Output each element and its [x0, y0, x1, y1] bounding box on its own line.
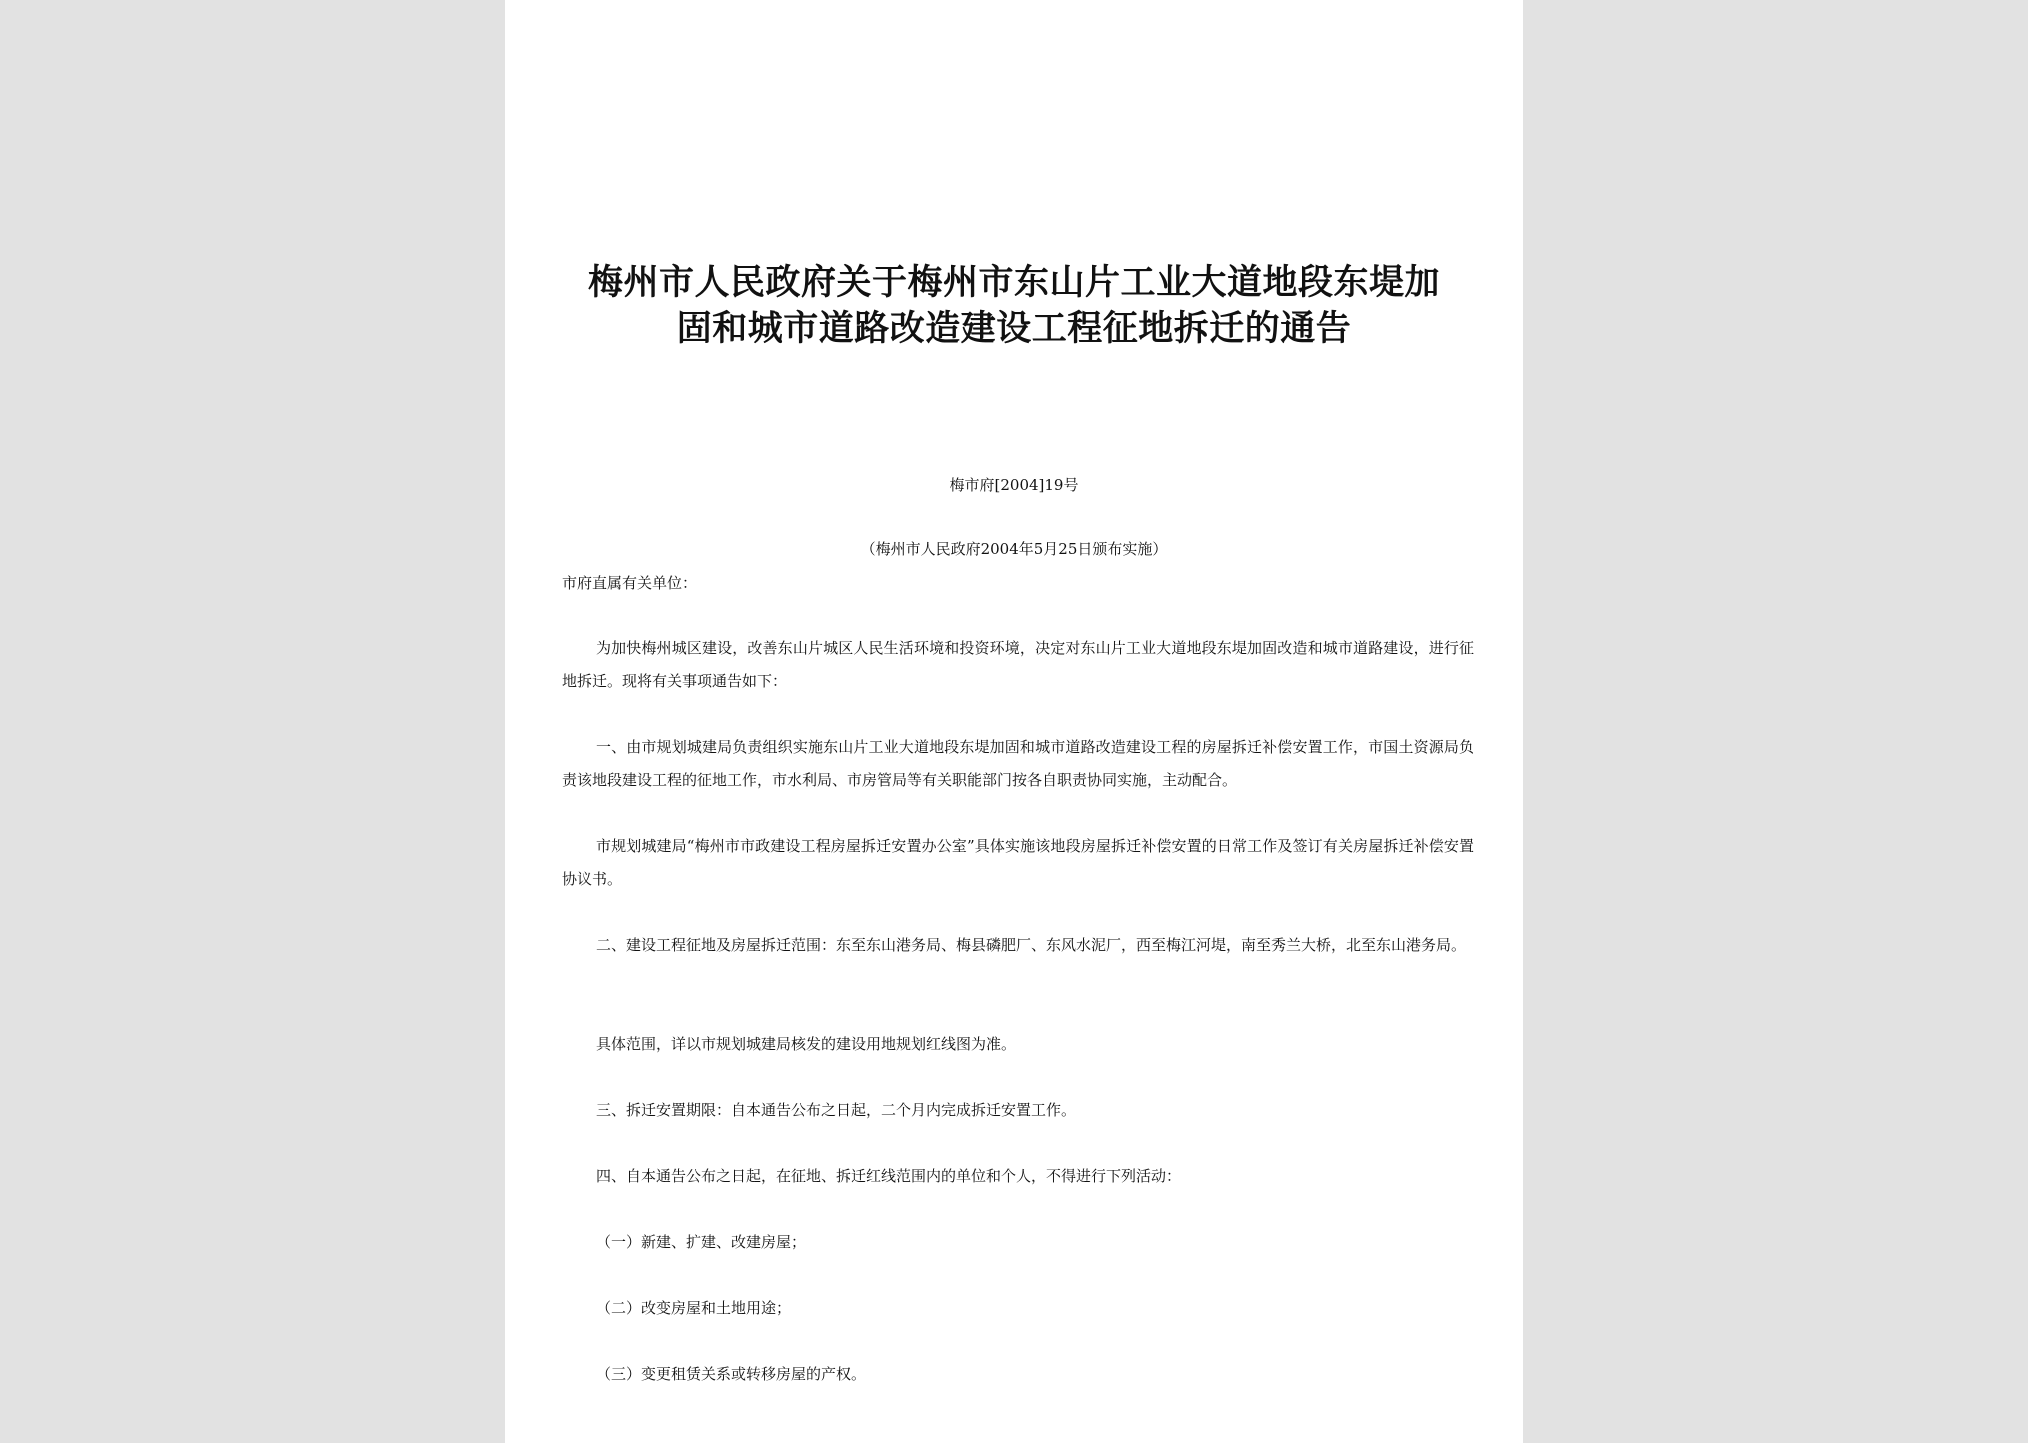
paragraph-office: 市规划城建局“梅州市市政建设工程房屋拆迁安置办公室”具体实施该地段房屋拆迁补偿安置的日常工作及签订有关房屋拆迁补偿安置协议书。 — [562, 837, 1474, 888]
paragraph-item-4: 四、自本通告公布之日起，在征地、拆迁红线范围内的单位和个人，不得进行下列活动： — [596, 1167, 1182, 1185]
paragraph-subitem-1: （一）新建、扩建、改建房屋； — [596, 1233, 807, 1251]
paragraph-item-1: 一、由市规划城建局负责组织实施东山片工业大道地段东堤加固和城市道路改造建设工程的房屋拆迁补偿安置工作，市国土资源局负责该地段建设工程的征地工作，市水利局、市房管局等有关职能部门按各自职责协同实施，主动配合。 — [562, 738, 1474, 789]
addressee: 市府直属有关单位： — [562, 574, 698, 592]
paragraph-scope: 具体范围，详以市规划城建局核发的建设用地规划红线图为准。 — [596, 1035, 1017, 1053]
document-page — [505, 0, 1523, 1443]
paragraph-subitem-2: （二）改变房屋和土地用途； — [596, 1299, 792, 1317]
title-line-1: 梅州市人民政府关于梅州市东山片工业大道地段东堤加 — [587, 262, 1440, 303]
paragraph-item-2: 二、建设工程征地及房屋拆迁范围：东至东山港务局、梅县磷肥厂、东风水泥厂，西至梅江河堤，南至秀兰大桥，北至东山港务局。 — [596, 936, 1467, 954]
title-line-2: 固和城市道路改造建设工程征地拆迁的通告 — [676, 308, 1352, 349]
paragraph-item-3: 三、拆迁安置期限：自本通告公布之日起，二个月内完成拆迁安置工作。 — [596, 1101, 1077, 1119]
document-number: 梅市府[2004]19号 — [949, 476, 1079, 494]
paragraph-subitem-3: （三）变更租赁关系或转移房屋的产权。 — [596, 1365, 867, 1383]
issue-note: （梅州市人民政府2004年5月25日颁布实施） — [860, 540, 1168, 558]
document-title — [565, 260, 1463, 352]
paragraph-intro: 为加快梅州城区建设，改善东山片城区人民生活环境和投资环境，决定对东山片工业大道地段东堤加固改造和城市道路建设，进行征地拆迁。现将有关事项通告如下： — [562, 639, 1474, 690]
